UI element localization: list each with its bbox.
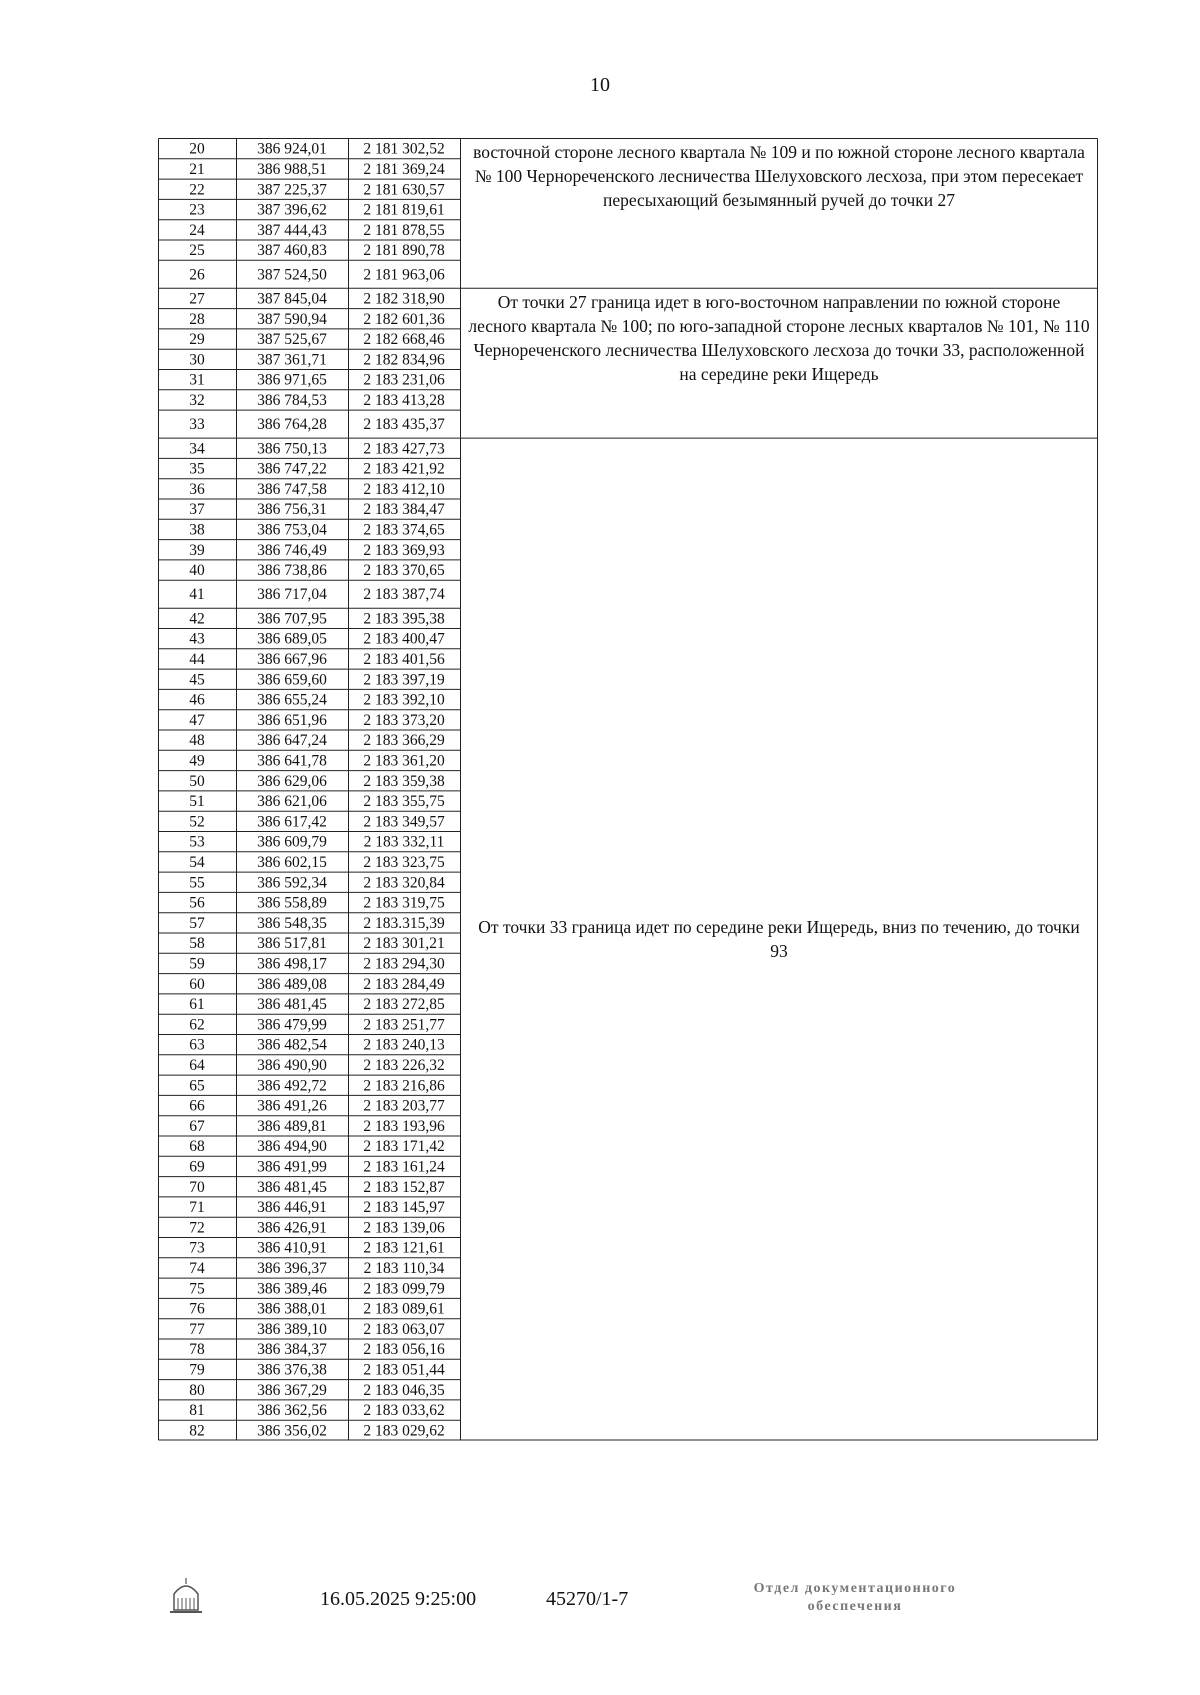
x-coordinate: 386 609,79 xyxy=(257,833,327,851)
x-coordinate: 387 225,37 xyxy=(257,181,327,199)
y-coordinate: 2 182 601,36 xyxy=(363,310,445,328)
x-coordinate: 386 617,42 xyxy=(257,813,327,831)
x-coordinate: 386 482,54 xyxy=(257,1036,327,1054)
x-coordinate: 386 491,26 xyxy=(257,1097,327,1115)
point-number: 67 xyxy=(189,1117,205,1135)
y-coordinate: 2 183 413,28 xyxy=(363,391,445,409)
y-coordinate: 2 181 963,06 xyxy=(363,266,445,284)
y-coordinate: 2 182 668,46 xyxy=(363,331,445,349)
y-coordinate: 2 183 412,10 xyxy=(363,480,445,498)
point-number: 79 xyxy=(189,1361,205,1379)
x-coordinate: 386 784,53 xyxy=(257,391,327,409)
y-coordinate: 2 183 401,56 xyxy=(363,650,445,668)
x-coordinate: 386 641,78 xyxy=(257,752,327,770)
boundary-description-1: восточной стороне лесного квартала № 109 и по южной стороне лесного квартала № 100 Чернореченского лесничества Шелуховского лесхоза, при этом пересекает пересыхающий безымянный ручей до точки 27 xyxy=(473,142,1085,210)
point-number: 54 xyxy=(189,853,205,871)
x-coordinate: 386 376,38 xyxy=(257,1361,327,1379)
point-number: 36 xyxy=(189,480,205,498)
y-coordinate: 2 183 421,92 xyxy=(363,460,445,478)
y-coordinate: 2 183 284,49 xyxy=(363,975,445,993)
point-number: 27 xyxy=(189,290,205,308)
y-coordinate: 2 183 400,47 xyxy=(363,630,445,648)
y-coordinate: 2 183 320,84 xyxy=(363,874,445,892)
point-number: 46 xyxy=(189,691,205,709)
x-coordinate: 386 689,05 xyxy=(257,630,327,648)
y-coordinate: 2 183 251,77 xyxy=(363,1016,445,1034)
x-coordinate: 386 481,45 xyxy=(257,996,327,1014)
x-coordinate: 387 590,94 xyxy=(257,310,327,328)
x-coordinate: 386 481,45 xyxy=(257,1178,327,1196)
point-number: 50 xyxy=(189,772,205,790)
x-coordinate: 386 494,90 xyxy=(257,1138,327,1156)
x-coordinate: 386 738,86 xyxy=(257,562,327,580)
x-coordinate: 386 971,65 xyxy=(257,371,327,389)
point-number: 30 xyxy=(189,351,205,369)
y-coordinate: 2 183 029,62 xyxy=(363,1422,445,1440)
y-coordinate: 2 183 359,38 xyxy=(363,772,445,790)
point-number: 35 xyxy=(189,460,205,478)
x-coordinate: 386 367,29 xyxy=(257,1381,327,1399)
x-coordinate: 387 525,67 xyxy=(257,331,327,349)
point-number: 48 xyxy=(189,732,205,750)
point-number: 40 xyxy=(189,562,205,580)
y-coordinate: 2 181 302,52 xyxy=(363,140,445,158)
x-coordinate: 386 651,96 xyxy=(257,711,327,729)
boundary-description-3: От точки 33 граница идет по середине реки Ищередь, вниз по течению, до точки 93 xyxy=(478,916,1080,961)
department-stamp-line1: Отдел документационного xyxy=(753,1581,957,1596)
y-coordinate: 2 183 240,13 xyxy=(363,1036,445,1054)
department-stamp-line2: обеспечения xyxy=(807,1599,903,1614)
point-number: 37 xyxy=(189,501,205,519)
x-coordinate: 386 490,90 xyxy=(257,1056,327,1074)
x-coordinate: 386 659,60 xyxy=(257,671,327,689)
point-number: 51 xyxy=(189,793,205,811)
point-number: 74 xyxy=(189,1259,205,1277)
y-coordinate: 2 183 099,79 xyxy=(363,1280,445,1298)
y-coordinate: 2 183 355,75 xyxy=(363,793,445,811)
x-coordinate: 386 621,06 xyxy=(257,793,327,811)
point-number: 77 xyxy=(189,1320,205,1338)
point-number: 61 xyxy=(189,996,205,1014)
x-coordinate: 386 629,06 xyxy=(257,772,327,790)
x-coordinate: 386 492,72 xyxy=(257,1077,327,1095)
point-number: 69 xyxy=(189,1158,205,1176)
x-coordinate: 386 707,95 xyxy=(257,610,327,628)
point-number: 64 xyxy=(189,1056,205,1074)
y-coordinate: 2 183 374,65 xyxy=(363,521,445,539)
x-coordinate: 386 655,24 xyxy=(257,691,327,709)
x-coordinate: 386 396,37 xyxy=(257,1259,327,1277)
footer-document-code: 45270/1-7 xyxy=(546,1588,629,1610)
y-coordinate: 2 183 272,85 xyxy=(363,996,445,1014)
point-number: 56 xyxy=(189,894,205,912)
y-coordinate: 2 183 349,57 xyxy=(363,813,445,831)
x-coordinate: 386 746,49 xyxy=(257,541,327,559)
x-coordinate: 386 489,08 xyxy=(257,975,327,993)
y-coordinate: 2 183 121,61 xyxy=(363,1239,445,1257)
y-coordinate: 2 183 294,30 xyxy=(363,955,445,973)
y-coordinate: 2 183 051,44 xyxy=(363,1361,445,1379)
y-coordinate: 2 181 890,78 xyxy=(363,242,445,260)
point-number: 71 xyxy=(189,1199,205,1217)
x-coordinate: 386 491,99 xyxy=(257,1158,327,1176)
x-coordinate: 386 753,04 xyxy=(257,521,327,539)
point-number: 34 xyxy=(189,440,205,458)
x-coordinate: 386 747,58 xyxy=(257,480,327,498)
x-coordinate: 386 602,15 xyxy=(257,853,327,871)
y-coordinate: 2 183 216,86 xyxy=(363,1077,445,1095)
x-coordinate: 386 924,01 xyxy=(257,140,327,158)
y-coordinate: 2 183 152,87 xyxy=(363,1178,445,1196)
point-number: 43 xyxy=(189,630,205,648)
y-coordinate: 2 183 171,42 xyxy=(363,1138,445,1156)
point-number: 31 xyxy=(189,371,205,389)
point-number: 81 xyxy=(189,1402,205,1420)
x-coordinate: 386 426,91 xyxy=(257,1219,327,1237)
y-coordinate: 2 183 193,96 xyxy=(363,1117,445,1135)
point-number: 68 xyxy=(189,1138,205,1156)
point-number: 33 xyxy=(189,416,205,434)
x-coordinate: 387 444,43 xyxy=(257,221,327,239)
y-coordinate: 2 183 063,07 xyxy=(363,1320,445,1338)
x-coordinate: 387 460,83 xyxy=(257,242,327,260)
y-coordinate: 2 181 878,55 xyxy=(363,221,445,239)
x-coordinate: 386 750,13 xyxy=(257,440,327,458)
point-number: 28 xyxy=(189,310,205,328)
point-number: 72 xyxy=(189,1219,205,1237)
x-coordinate: 386 548,35 xyxy=(257,914,327,932)
y-coordinate: 2 183 139,06 xyxy=(363,1219,445,1237)
point-number: 66 xyxy=(189,1097,205,1115)
footer-timestamp: 16.05.2025 9:25:00 xyxy=(320,1588,477,1610)
y-coordinate: 2 182 834,96 xyxy=(363,351,445,369)
x-coordinate: 386 388,01 xyxy=(257,1300,327,1318)
x-coordinate: 386 498,17 xyxy=(257,955,327,973)
y-coordinate: 2 183 387,74 xyxy=(363,586,445,604)
y-coordinate: 2 183 301,21 xyxy=(363,935,445,953)
point-number: 73 xyxy=(189,1239,205,1257)
x-coordinate: 386 558,89 xyxy=(257,894,327,912)
y-coordinate: 2 183 397,19 xyxy=(363,671,445,689)
x-coordinate: 386 647,24 xyxy=(257,732,327,750)
x-coordinate: 386 747,22 xyxy=(257,460,327,478)
point-number: 45 xyxy=(189,671,205,689)
point-number: 22 xyxy=(189,181,205,199)
point-number: 59 xyxy=(189,955,205,973)
y-coordinate: 2 181 630,57 xyxy=(363,181,445,199)
x-coordinate: 386 384,37 xyxy=(257,1341,327,1359)
point-number: 49 xyxy=(189,752,205,770)
y-coordinate: 2 183 332,11 xyxy=(363,833,445,851)
x-coordinate: 386 356,02 xyxy=(257,1422,327,1440)
boundary-description-2: От точки 27 граница идет в юго-восточном направлении по южной стороне лесного квартала № 100; по юго-западной стороне лесных кварталов № 101, № 110 Чернореченского лесничества Шелуховского лесхоза до точки 33, расположенной на середине реки Ищередь xyxy=(468,291,1090,384)
point-number: 25 xyxy=(189,242,205,260)
y-coordinate: 2 182 318,90 xyxy=(363,290,445,308)
y-coordinate: 2 183 369,93 xyxy=(363,541,445,559)
y-coordinate: 2 181 369,24 xyxy=(363,160,445,178)
point-number: 53 xyxy=(189,833,205,851)
point-number: 75 xyxy=(189,1280,205,1298)
point-number: 57 xyxy=(189,914,205,932)
y-coordinate: 2 183.315,39 xyxy=(363,914,445,932)
point-number: 26 xyxy=(189,266,205,284)
building-stamp-icon xyxy=(168,1572,204,1616)
point-number: 80 xyxy=(189,1381,205,1399)
y-coordinate: 2 183 203,77 xyxy=(363,1097,445,1115)
point-number: 62 xyxy=(189,1016,205,1034)
point-number: 82 xyxy=(189,1422,205,1440)
point-number: 23 xyxy=(189,201,205,219)
x-coordinate: 386 756,31 xyxy=(257,501,327,519)
y-coordinate: 2 183 435,37 xyxy=(363,416,445,434)
x-coordinate: 386 489,81 xyxy=(257,1117,327,1135)
point-number: 60 xyxy=(189,975,205,993)
point-number: 24 xyxy=(189,221,205,239)
point-number: 70 xyxy=(189,1178,205,1196)
y-coordinate: 2 183 395,38 xyxy=(363,610,445,628)
point-number: 55 xyxy=(189,874,205,892)
y-coordinate: 2 183 373,20 xyxy=(363,711,445,729)
page-number: 10 xyxy=(590,74,610,96)
y-coordinate: 2 183 384,47 xyxy=(363,501,445,519)
y-coordinate: 2 183 392,10 xyxy=(363,691,445,709)
x-coordinate: 386 479,99 xyxy=(257,1016,327,1034)
y-coordinate: 2 183 226,32 xyxy=(363,1056,445,1074)
y-coordinate: 2 183 231,06 xyxy=(363,371,445,389)
point-number: 63 xyxy=(189,1036,205,1054)
point-number: 21 xyxy=(189,160,205,178)
x-coordinate: 386 446,91 xyxy=(257,1199,327,1217)
y-coordinate: 2 183 361,20 xyxy=(363,752,445,770)
point-number: 65 xyxy=(189,1077,205,1095)
x-coordinate: 386 410,91 xyxy=(257,1239,327,1257)
x-coordinate: 386 717,04 xyxy=(257,586,327,604)
x-coordinate: 386 988,51 xyxy=(257,160,327,178)
y-coordinate: 2 183 366,29 xyxy=(363,732,445,750)
department-stamp xyxy=(720,1580,990,1616)
y-coordinate: 2 183 110,34 xyxy=(363,1259,445,1277)
x-coordinate: 387 845,04 xyxy=(257,290,327,308)
point-number: 58 xyxy=(189,935,205,953)
y-coordinate: 2 183 427,73 xyxy=(363,440,445,458)
point-number: 32 xyxy=(189,391,205,409)
y-coordinate: 2 183 161,24 xyxy=(363,1158,445,1176)
x-coordinate: 387 361,71 xyxy=(257,351,327,369)
x-coordinate: 386 667,96 xyxy=(257,650,327,668)
y-coordinate: 2 183 323,75 xyxy=(363,853,445,871)
point-number: 29 xyxy=(189,331,205,349)
y-coordinate: 2 183 089,61 xyxy=(363,1300,445,1318)
y-coordinate: 2 183 056,16 xyxy=(363,1341,445,1359)
point-number: 42 xyxy=(189,610,205,628)
x-coordinate: 386 389,46 xyxy=(257,1280,327,1298)
x-coordinate: 386 517,81 xyxy=(257,935,327,953)
point-number: 39 xyxy=(189,541,205,559)
point-number: 47 xyxy=(189,711,205,729)
x-coordinate: 386 764,28 xyxy=(257,416,327,434)
y-coordinate: 2 183 033,62 xyxy=(363,1402,445,1420)
y-coordinate: 2 183 046,35 xyxy=(363,1381,445,1399)
point-number: 44 xyxy=(189,650,205,668)
y-coordinate: 2 181 819,61 xyxy=(363,201,445,219)
x-coordinate: 387 396,62 xyxy=(257,201,327,219)
x-coordinate: 386 389,10 xyxy=(257,1320,327,1338)
point-number: 20 xyxy=(189,140,205,158)
y-coordinate: 2 183 319,75 xyxy=(363,894,445,912)
point-number: 76 xyxy=(189,1300,205,1318)
point-number: 52 xyxy=(189,813,205,831)
point-number: 41 xyxy=(189,586,205,604)
x-coordinate: 386 592,34 xyxy=(257,874,327,892)
y-coordinate: 2 183 370,65 xyxy=(363,562,445,580)
point-number: 78 xyxy=(189,1341,205,1359)
point-number: 38 xyxy=(189,521,205,539)
y-coordinate: 2 183 145,97 xyxy=(363,1199,445,1217)
x-coordinate: 387 524,50 xyxy=(257,266,327,284)
x-coordinate: 386 362,56 xyxy=(257,1402,327,1420)
